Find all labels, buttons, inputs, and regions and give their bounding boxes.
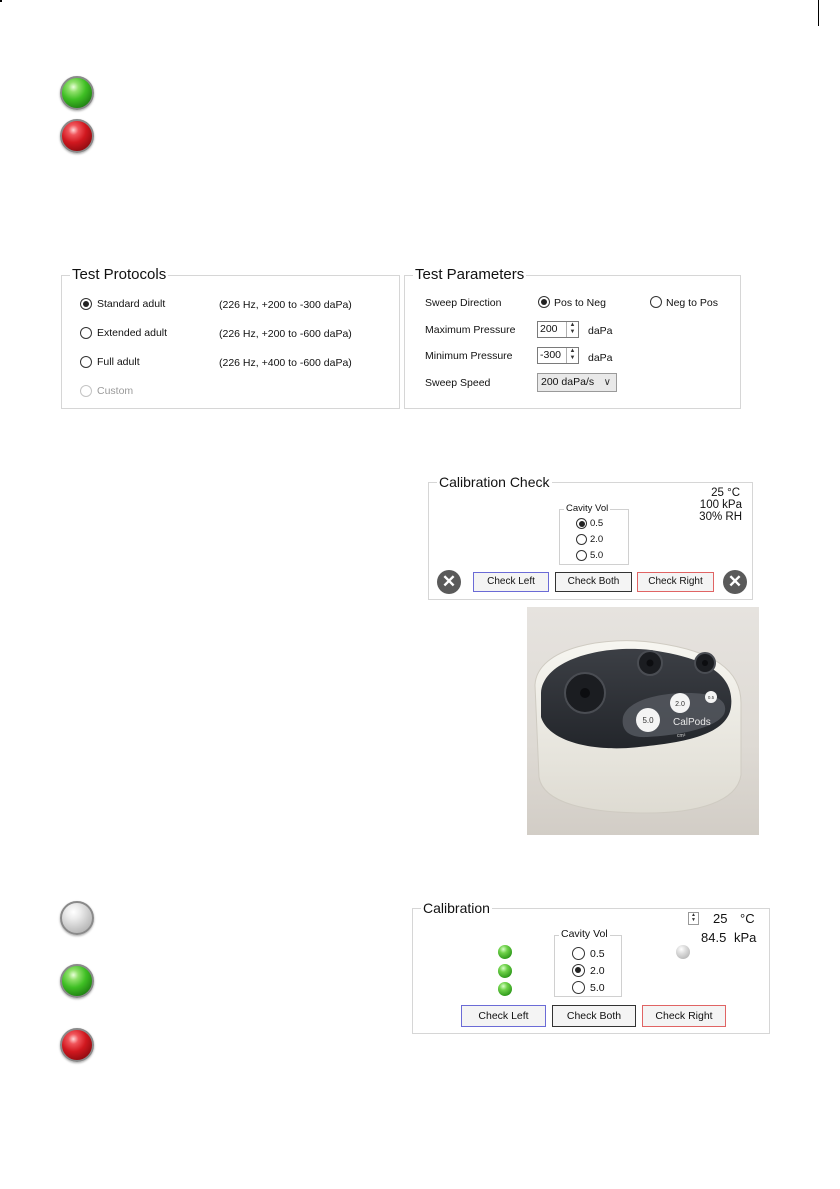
min-pressure-value: -300 [540, 349, 562, 361]
sweep-speed-value: 200 daPa/s [541, 376, 595, 388]
radio-cavity-2-0[interactable] [572, 964, 585, 977]
protocol-detail: (226 Hz, +200 to -600 daPa) [219, 328, 352, 340]
test-parameters-group [404, 266, 741, 409]
protocol-label: Extended adult [97, 327, 168, 339]
cavity-option-label: 5.0 [590, 982, 605, 994]
check-both-button[interactable]: Check Both [555, 572, 632, 592]
spinner-arrows-icon[interactable]: ▲ ▼ [566, 322, 578, 337]
max-pressure-value: 200 [540, 323, 558, 335]
photo-brand-text: CalPods [673, 717, 711, 728]
chevron-down-icon: ∨ [603, 377, 611, 388]
check-left-button[interactable]: Check Left [473, 572, 549, 592]
min-pressure-unit: daPa [588, 352, 613, 364]
cavity-vol-group [554, 928, 622, 997]
radio-cavity-2-0[interactable] [576, 534, 587, 545]
min-pressure-label: Minimum Pressure [425, 350, 513, 362]
red-status-icon [60, 1028, 94, 1062]
temperature-spinner-icon[interactable]: ▲ ▼ [688, 912, 699, 925]
min-pressure-spinner[interactable] [537, 347, 579, 364]
radio-standard-adult[interactable] [80, 298, 92, 310]
test-protocols-title: Test Protocols [72, 266, 167, 283]
max-pressure-label: Maximum Pressure [425, 324, 516, 336]
photo-unit-text: cm³ [677, 733, 686, 739]
grey-status-icon [60, 901, 94, 935]
protocol-detail: (226 Hz, +200 to -300 daPa) [219, 299, 352, 311]
sweep-speed-label: Sweep Speed [425, 377, 491, 389]
radio-custom[interactable] [80, 385, 92, 397]
protocol-label: Full adult [97, 356, 140, 368]
cavity-option-label: 2.0 [590, 965, 605, 977]
green-status-icon [60, 76, 94, 110]
red-status-icon [60, 119, 94, 153]
check-right-button[interactable]: Check Right [642, 1005, 726, 1027]
sweep-speed-select[interactable] [537, 373, 617, 392]
calibration-check-group [428, 474, 753, 600]
pressure-readout: 100 kPa [699, 499, 742, 511]
cavity-option-label: 2.0 [590, 534, 604, 545]
sweep-direction-label: Sweep Direction [425, 297, 502, 309]
temperature-readout: 25 °C [711, 487, 740, 499]
check-left-button[interactable]: Check Left [461, 1005, 546, 1027]
left-led-1-icon [498, 945, 512, 959]
cavity-vol-title: Cavity Vol [566, 503, 609, 514]
radio-neg-to-pos[interactable] [650, 296, 662, 308]
calpods-device-illustration [527, 607, 759, 835]
radio-cavity-5-0[interactable] [572, 981, 585, 994]
temperature-unit: °C [740, 911, 755, 926]
radio-cavity-0-5[interactable] [576, 518, 587, 529]
test-parameters-title: Test Parameters [415, 266, 525, 283]
radio-extended-adult[interactable] [80, 327, 92, 339]
close-left-icon[interactable]: ✕ [437, 570, 461, 594]
test-protocols-group [61, 266, 400, 409]
green-status-icon [60, 964, 94, 998]
photo-label-0-5: 0.5 [707, 695, 715, 700]
radio-full-adult[interactable] [80, 356, 92, 368]
temperature-value: 25 [713, 911, 728, 926]
check-both-button[interactable]: Check Both [552, 1005, 636, 1027]
protocol-label: Custom [97, 385, 134, 397]
spinner-arrows-icon[interactable]: ▲ ▼ [566, 348, 578, 363]
pressure-unit: kPa [734, 930, 757, 945]
left-led-3-icon [498, 982, 512, 996]
page-margin-mark [818, 0, 819, 26]
calpods-device-photo [527, 607, 759, 835]
left-led-2-icon [498, 964, 512, 978]
calibration-check-title: Calibration Check [439, 474, 550, 490]
cavity-option-label: 0.5 [590, 948, 605, 960]
cavity-vol-group [559, 503, 629, 565]
sweep-option-label: Pos to Neg [554, 297, 606, 309]
right-led-icon [676, 945, 690, 959]
close-right-icon[interactable]: ✕ [723, 570, 747, 594]
radio-cavity-0-5[interactable] [572, 947, 585, 960]
pressure-value: 84.5 [701, 930, 727, 945]
protocol-detail: (226 Hz, +400 to -600 daPa) [219, 357, 352, 369]
cavity-vol-title: Cavity Vol [561, 928, 608, 940]
humidity-readout: 30% RH [699, 511, 742, 523]
page-corner-mark [0, 0, 2, 2]
check-right-button[interactable]: Check Right [637, 572, 714, 592]
max-pressure-spinner[interactable] [537, 321, 579, 338]
protocol-label: Standard adult [97, 298, 166, 310]
sweep-option-label: Neg to Pos [666, 297, 718, 309]
radio-pos-to-neg[interactable] [538, 296, 550, 308]
calibration-group [412, 900, 770, 1034]
cavity-option-label: 0.5 [590, 518, 604, 529]
calibration-title: Calibration [423, 900, 490, 916]
photo-label-2-0: 2.0 [675, 701, 685, 708]
radio-cavity-5-0[interactable] [576, 550, 587, 561]
cavity-option-label: 5.0 [590, 550, 604, 561]
photo-label-5-0: 5.0 [642, 716, 654, 725]
max-pressure-unit: daPa [588, 325, 613, 337]
